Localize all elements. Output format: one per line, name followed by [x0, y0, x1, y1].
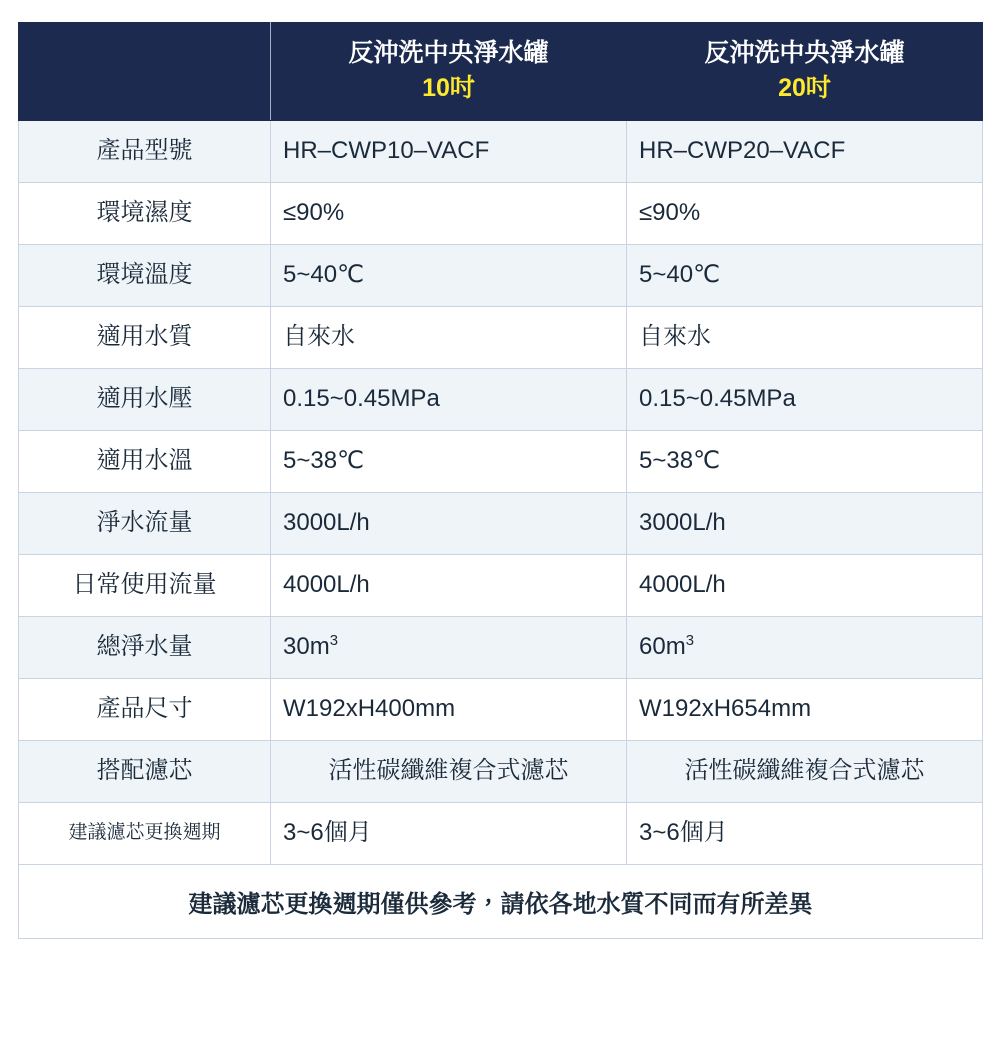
row-label: 搭配濾芯	[19, 741, 271, 803]
header-title-20inch: 反沖洗中央淨水罐	[704, 38, 905, 67]
row-value-10inch: $30m^3$	[271, 617, 627, 679]
row-label: 總淨水量	[19, 617, 271, 679]
row-value-20inch: 4000L/h	[627, 555, 983, 617]
row-label: 日常使用流量	[19, 555, 271, 617]
row-value-20inch: ≤90%	[627, 183, 983, 245]
row-value-20inch: HR–CWP20–VACF	[627, 121, 983, 183]
row-value-20inch: W192xH654mm	[627, 679, 983, 741]
row-value-10inch: 3000L/h	[271, 493, 627, 555]
row-value-10inch: W192xH400mm	[271, 679, 627, 741]
product-spec-table	[18, 22, 983, 939]
row-value-10inch: ≤90%	[271, 183, 627, 245]
header-row	[19, 23, 983, 121]
header-size-20inch: 20吋	[778, 73, 831, 102]
table-row	[19, 493, 983, 555]
header-col-20inch	[627, 23, 983, 121]
table-header	[19, 23, 983, 121]
row-value-10inch: 4000L/h	[271, 555, 627, 617]
footnote-text: 建議濾芯更換週期僅供參考，請依各地水質不同而有所差異	[19, 865, 983, 939]
row-value-20inch: 5~38℃	[627, 431, 983, 493]
row-label: 環境濕度	[19, 183, 271, 245]
row-label: 適用水壓	[19, 369, 271, 431]
table-row	[19, 679, 983, 741]
table-footer	[19, 865, 983, 939]
row-label: 環境溫度	[19, 245, 271, 307]
row-label: 產品型號	[19, 121, 271, 183]
row-value-10inch: 活性碳纖維複合式濾芯	[271, 741, 627, 803]
header-col-10inch	[271, 23, 627, 121]
row-value-10inch: 0.15~0.45MPa	[271, 369, 627, 431]
table-row	[19, 307, 983, 369]
header-corner-cell	[19, 23, 271, 121]
row-value-10inch: 自來水	[271, 307, 627, 369]
table-row	[19, 617, 983, 679]
table-body	[19, 121, 983, 865]
row-value-10inch: 5~40℃	[271, 245, 627, 307]
row-label: 產品尺寸	[19, 679, 271, 741]
row-value-20inch: 5~40℃	[627, 245, 983, 307]
row-value-20inch: 0.15~0.45MPa	[627, 369, 983, 431]
row-value-10inch: 5~38℃	[271, 431, 627, 493]
header-title-10inch: 反沖洗中央淨水罐	[348, 38, 549, 67]
row-label: 適用水質	[19, 307, 271, 369]
row-label: 建議濾芯更換週期	[19, 803, 271, 865]
row-value-20inch: $60m^3$	[627, 617, 983, 679]
table-row	[19, 121, 983, 183]
row-value-20inch: 3000L/h	[627, 493, 983, 555]
table-row	[19, 803, 983, 865]
row-value-10inch: HR–CWP10–VACF	[271, 121, 627, 183]
table-row	[19, 741, 983, 803]
row-value-20inch: 3~6個月	[627, 803, 983, 865]
table-row	[19, 431, 983, 493]
table-row	[19, 555, 983, 617]
table-row	[19, 245, 983, 307]
row-value-20inch: 自來水	[627, 307, 983, 369]
footnote-row	[19, 865, 983, 939]
row-value-10inch: 3~6個月	[271, 803, 627, 865]
row-value-20inch: 活性碳纖維複合式濾芯	[627, 741, 983, 803]
header-size-10inch: 10吋	[422, 73, 475, 102]
table-row	[19, 183, 983, 245]
table-row	[19, 369, 983, 431]
row-label: 適用水溫	[19, 431, 271, 493]
row-label: 淨水流量	[19, 493, 271, 555]
